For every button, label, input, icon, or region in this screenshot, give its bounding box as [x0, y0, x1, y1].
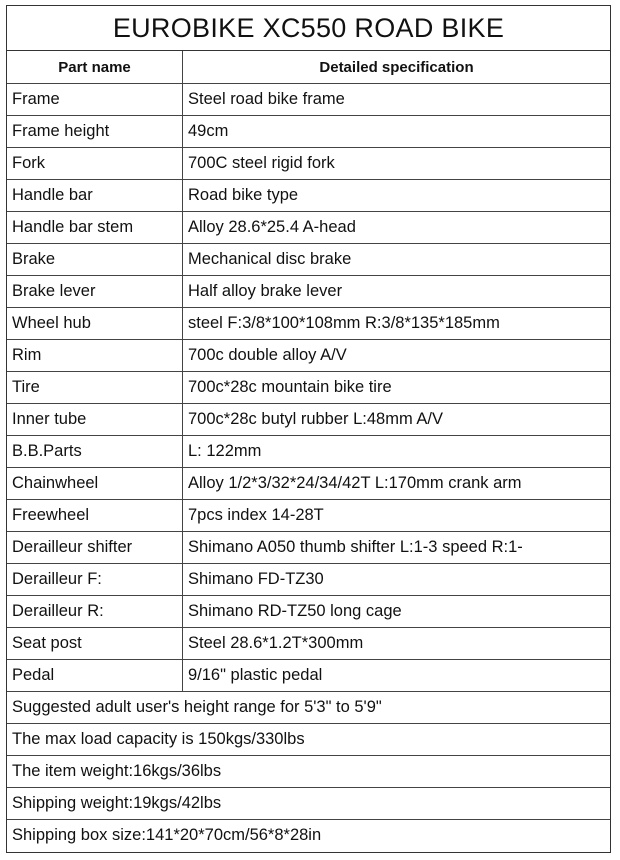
table-row	[7, 148, 610, 180]
specification-cell: Shimano RD-TZ50 long cage	[188, 602, 402, 620]
table-row	[7, 532, 610, 564]
note-text: Suggested adult user's height range for 5'3" to 5'9"	[12, 698, 382, 716]
spec-table-body	[7, 84, 610, 692]
part-name-cell: Fork	[7, 148, 183, 179]
part-name-cell: Handle bar stem	[7, 212, 183, 243]
table-row	[7, 372, 610, 404]
note-row	[7, 788, 610, 820]
specification-cell: L: 122mm	[188, 442, 262, 460]
part-name-cell: Inner tube	[7, 404, 183, 435]
part-name-cell: Brake	[7, 244, 183, 275]
note-text: Shipping weight:19kgs/42lbs	[12, 794, 222, 812]
table-row	[7, 660, 610, 692]
part-name-cell: Brake lever	[7, 276, 183, 307]
note-row	[7, 724, 610, 756]
part-name-cell: Seat post	[7, 628, 183, 659]
header-detailed-specification: Detailed specification	[319, 59, 474, 76]
note-text: The item weight:16kgs/36lbs	[12, 762, 222, 780]
part-name-cell: Tire	[7, 372, 183, 403]
table-row	[7, 308, 610, 340]
specification-cell: steel F:3/8*100*108mm R:3/8*135*185mm	[188, 314, 500, 332]
note-row	[7, 692, 610, 724]
part-name-cell: Chainwheel	[7, 468, 183, 499]
part-name-cell: B.B.Parts	[7, 436, 183, 467]
part-name-cell: Rim	[7, 340, 183, 371]
spec-sheet	[6, 5, 611, 853]
table-row	[7, 276, 610, 308]
part-name-cell: Frame	[7, 84, 183, 115]
specification-cell: Shimano A050 thumb shifter L:1-3 speed R:1-	[188, 538, 523, 556]
table-row	[7, 180, 610, 212]
table-row	[7, 212, 610, 244]
specification-cell: Steel road bike frame	[188, 90, 345, 108]
note-row	[7, 756, 610, 788]
part-name-cell: Derailleur R:	[7, 596, 183, 627]
table-row	[7, 500, 610, 532]
specification-cell: 700c*28c mountain bike tire	[188, 378, 392, 396]
specification-cell: 700C steel rigid fork	[188, 154, 335, 172]
specification-cell: Mechanical disc brake	[188, 250, 352, 268]
specification-cell: 700c*28c butyl rubber L:48mm A/V	[188, 410, 443, 428]
table-row	[7, 628, 610, 660]
specification-cell: 49cm	[188, 122, 229, 140]
specification-cell: Steel 28.6*1.2T*300mm	[188, 634, 364, 652]
table-row	[7, 340, 610, 372]
specification-cell: 9/16" plastic pedal	[188, 666, 323, 684]
note-text: Shipping box size:141*20*70cm/56*8*28in	[12, 826, 322, 844]
table-row	[7, 84, 610, 116]
table-row	[7, 564, 610, 596]
part-name-cell: Derailleur shifter	[7, 532, 183, 563]
table-row	[7, 116, 610, 148]
header-part-name: Part name	[7, 51, 183, 83]
table-header-row	[7, 51, 610, 84]
part-name-cell: Frame height	[7, 116, 183, 147]
specification-cell: Shimano FD-TZ30	[188, 570, 324, 588]
part-name-cell: Derailleur F:	[7, 564, 183, 595]
note-row	[7, 820, 610, 852]
note-text: The max load capacity is 150kgs/330lbs	[12, 730, 305, 748]
table-row	[7, 244, 610, 276]
notes-section	[7, 692, 610, 852]
specification-cell: Alloy 28.6*25.4 A-head	[188, 218, 356, 236]
specification-cell: Alloy 1/2*3/32*24/34/42T L:170mm crank arm	[188, 474, 522, 492]
part-name-cell: Handle bar	[7, 180, 183, 211]
part-name-cell: Freewheel	[7, 500, 183, 531]
table-row	[7, 404, 610, 436]
table-row	[7, 468, 610, 500]
table-row	[7, 596, 610, 628]
part-name-cell: Wheel hub	[7, 308, 183, 339]
table-row	[7, 436, 610, 468]
specification-cell: Road bike type	[188, 186, 299, 204]
specification-cell: Half alloy brake lever	[188, 282, 343, 300]
sheet-title: EUROBIKE XC550 ROAD BIKE	[7, 6, 610, 51]
specification-cell: 700c double alloy A/V	[188, 346, 347, 364]
part-name-cell: Pedal	[7, 660, 183, 691]
specification-cell: 7pcs index 14-28T	[188, 506, 324, 524]
